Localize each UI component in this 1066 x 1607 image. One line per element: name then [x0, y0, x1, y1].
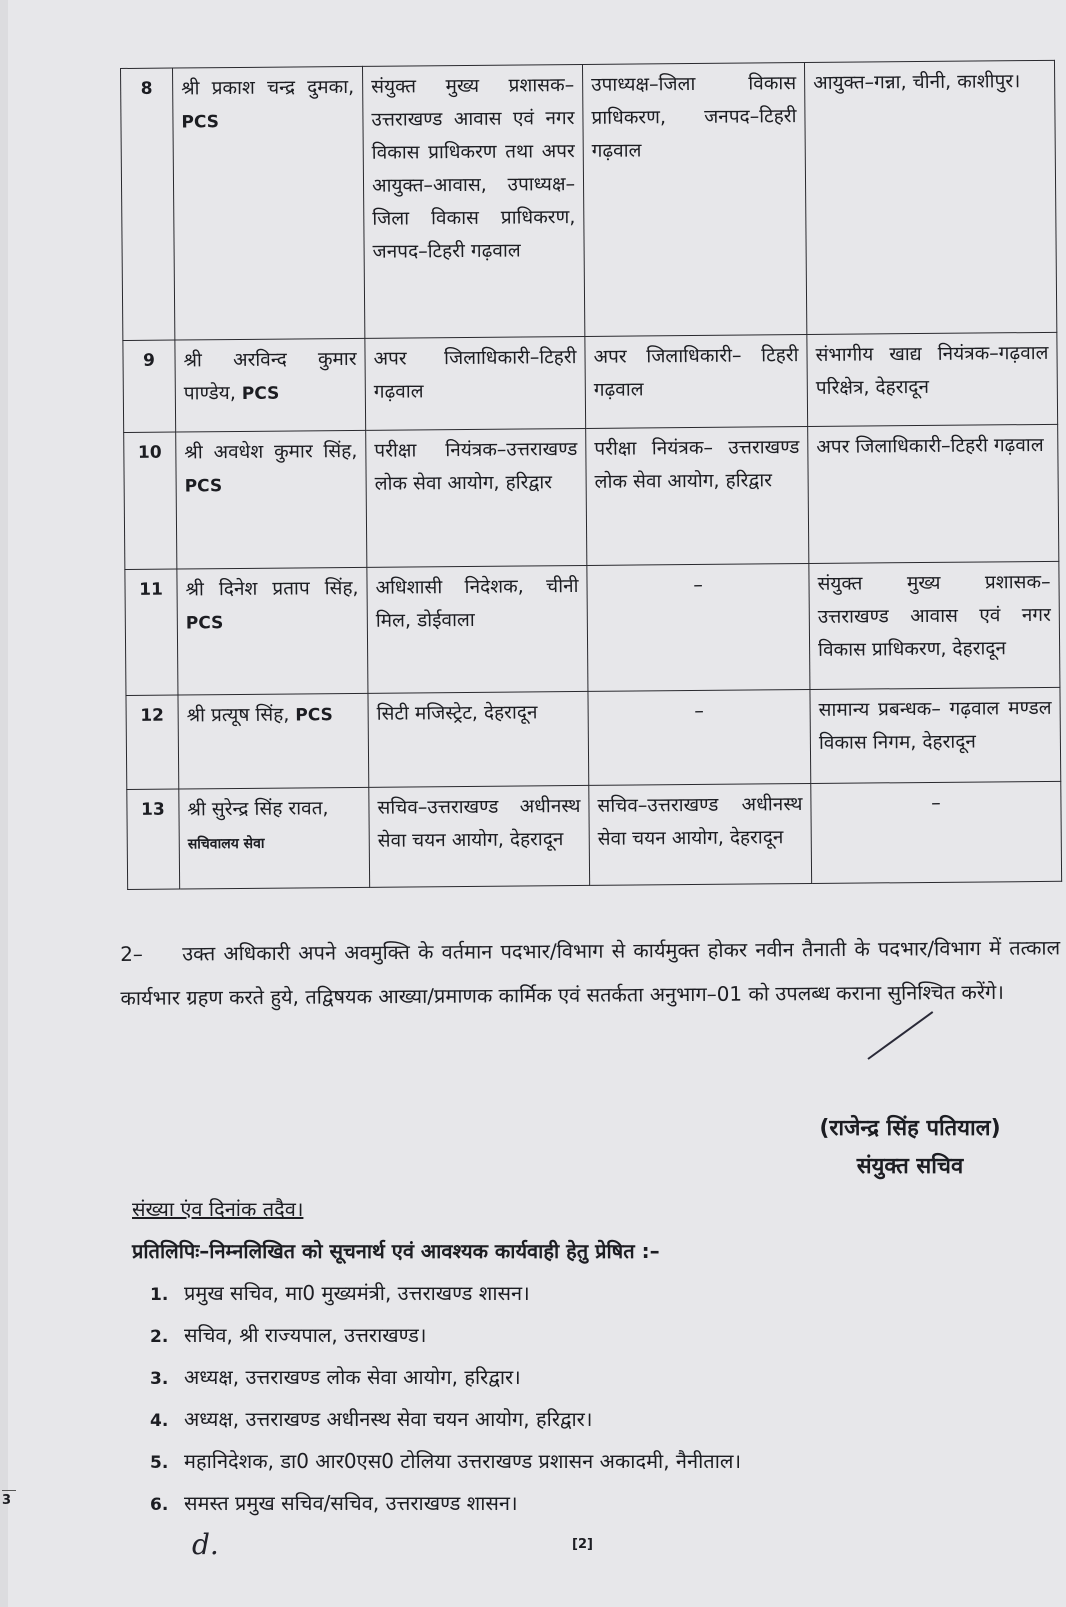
- relieved-post-cell: अपर जिलाधिकारी– टिहरी गढ़वाल: [585, 335, 808, 429]
- new-posting-cell: सामान्य प्रबन्धक– गढ़वाल मण्डल विकास निगम, देहरादून: [810, 687, 1061, 783]
- copy-item-text: अध्यक्ष, उत्तराखण्ड लोक सेवा आयोग, हरिद्वार।: [184, 1365, 521, 1389]
- copy-item-text: सचिव, श्री राज्यपाल, उत्तराखण्ड।: [184, 1323, 427, 1347]
- left-margin-number: 3: [2, 1490, 16, 1508]
- relieved-post-cell: –: [587, 564, 810, 692]
- copy-item-text: महानिदेशक, डा0 आर0एस0 टोलिया उत्तराखण्ड प्रशासन अकादमी, नैनीताल।: [184, 1449, 742, 1473]
- current-posting-cell: सचिव–उत्तराखण्ड अधीनस्थ सेवा चयन आयोग, देहरादून: [369, 785, 590, 887]
- copy-item-number: 3.: [150, 1369, 169, 1389]
- paragraph-number: 2–: [120, 941, 143, 966]
- officer-service: PCS: [181, 112, 220, 133]
- current-posting-cell: परीक्षा नियंत्रक–उत्तराखण्ड लोक सेवा आयोग, हरिद्वार: [366, 428, 587, 567]
- copy-item-text: अध्यक्ष, उत्तराखण्ड अधीनस्थ सेवा चयन आयोग, हरिद्वार।: [184, 1407, 593, 1431]
- copy-list-item: [150, 1356, 741, 1398]
- paragraph-text: उक्त अधिकारी अपने अवमुक्ति के वर्तमान पदभार/विभाग से कार्यमुक्त होकर नवीन तैनाती के पदभार/विभाग में तत्काल कार्यभार ग्रहण करते हुये, तद्विषयक आख्या/प्रमाणक कार्मिक एवं सतर्कता अनुभाग–01 को उपलब्ध कराना सुनिश्चित करेंगे।: [120, 935, 1061, 1010]
- instruction-paragraph: [120, 925, 1061, 1020]
- copy-list-item: [150, 1482, 741, 1524]
- officer-name: श्री सुरेन्द्र सिंह रावत,: [187, 797, 329, 821]
- serial-number-cell: 11: [125, 569, 178, 695]
- officer-name-cell: [176, 430, 367, 569]
- new-posting-cell: अपर जिलाधिकारी–टिहरी गढ़वाल: [808, 424, 1059, 563]
- copy-item-number: 2.: [150, 1327, 169, 1347]
- serial-number-cell: 12: [126, 695, 179, 789]
- copy-list: [150, 1272, 741, 1524]
- serial-number-cell: 13: [127, 789, 180, 889]
- copy-item-number: 1.: [150, 1285, 169, 1305]
- handwritten-initial: d.: [192, 1528, 219, 1561]
- current-posting-cell: अधिशासी निदेशक, चीनी मिल, डोईवाला: [367, 565, 588, 693]
- serial-number-cell: 9: [123, 340, 176, 432]
- table-row: [124, 424, 1059, 569]
- table-row: [121, 60, 1057, 340]
- officer-name-cell: [177, 567, 368, 695]
- copy-item-text: समस्त प्रमुख सचिव/सचिव, उत्तराखण्ड शासन।: [184, 1491, 518, 1515]
- officer-service: PCS: [295, 705, 333, 726]
- new-posting-cell: संयुक्त मुख्य प्रशासक– उत्तराखण्ड आवास एवं नगर विकास प्राधिकरण, देहरादून: [809, 561, 1060, 689]
- relieved-post-cell: सचिव–उत्तराखण्ड अधीनस्थ सेवा चयन आयोग, देहरादून: [589, 783, 812, 885]
- officer-name: श्री प्रत्यूष सिंह,: [186, 703, 290, 727]
- current-posting-cell: सिटी मजिस्ट्रेट, देहरादून: [368, 691, 589, 787]
- copy-item-number: 5.: [150, 1453, 169, 1473]
- new-posting-cell: –: [811, 781, 1062, 883]
- officer-service: PCS: [184, 476, 223, 497]
- copy-list-item: [150, 1440, 741, 1482]
- current-posting-cell: अपर जिलाधिकारी–टिहरी गढ़वाल: [365, 336, 586, 430]
- signatory-designation: संयुक्त सचिव: [856, 1154, 964, 1179]
- reference-line: संख्या एंव दिनांक तदैव।: [132, 1197, 304, 1221]
- copy-item-number: 6.: [150, 1495, 169, 1515]
- table-row: [123, 332, 1058, 432]
- relieved-post-cell: उपाध्यक्ष–जिला विकास प्राधिकरण, जनपद–टिहरी गढ़वाल: [582, 63, 806, 337]
- officer-name-cell: [178, 693, 369, 789]
- copy-list-item: [150, 1272, 741, 1314]
- new-posting-cell: संभागीय खाद्य नियंत्रक–गढ़वाल परिक्षेत्र, देहरादून: [807, 332, 1058, 426]
- signatory-name: (राजेन्द्र सिंह पतियाल): [819, 1116, 1001, 1141]
- posting-table: [120, 60, 1062, 890]
- copy-list-item: [150, 1314, 741, 1356]
- copy-item-text: प्रमुख सचिव, मा0 मुख्यमंत्री, उत्तराखण्ड शासन।: [184, 1281, 530, 1305]
- officer-name-cell: [179, 787, 370, 889]
- relieved-post-cell: परीक्षा नियंत्रक– उत्तराखण्ड लोक सेवा आयोग, हरिद्वार: [586, 427, 809, 566]
- relieved-post-cell: –: [588, 690, 811, 786]
- table-row: [125, 561, 1060, 695]
- serial-number-cell: 8: [121, 68, 175, 340]
- officer-name-cell: [173, 66, 365, 340]
- new-posting-cell: आयुक्त–गन्ना, चीनी, काशीपुर।: [804, 60, 1056, 334]
- page-number: [2]: [572, 1537, 593, 1552]
- officer-service: सचिवालय सेवा: [187, 835, 265, 853]
- officer-name: श्री दिनेश प्रताप सिंह,: [185, 576, 359, 601]
- officer-service: PCS: [185, 613, 224, 634]
- officer-name: श्री प्रकाश चन्द्र दुमका,: [181, 75, 355, 100]
- copy-heading: प्रतिलिपिः–निम्नलिखित को सूचनार्थ एवं आवश्यक कार्यवाही हेतु प्रेषित :–: [132, 1239, 660, 1263]
- officer-name-cell: [175, 338, 366, 432]
- officer-name: श्री अरविन्द कुमार पाण्डेय,: [183, 347, 357, 405]
- copy-item-number: 4.: [150, 1411, 169, 1431]
- officer-service: PCS: [241, 383, 280, 404]
- table-row: [126, 687, 1061, 789]
- serial-number-cell: 10: [124, 432, 177, 569]
- copy-list-item: [150, 1398, 741, 1440]
- officer-name: श्री अवधेश कुमार सिंह,: [184, 439, 358, 464]
- current-posting-cell: संयुक्त मुख्य प्रशासक–उत्तराखण्ड आवास एवं नगर विकास प्राधिकरण तथा अपर आयुक्त–आवास, उपाध्यक्ष–जिला विकास प्राधिकरण, जनपद–टिहरी गढ़वाल: [362, 64, 584, 338]
- table-row: [127, 781, 1062, 889]
